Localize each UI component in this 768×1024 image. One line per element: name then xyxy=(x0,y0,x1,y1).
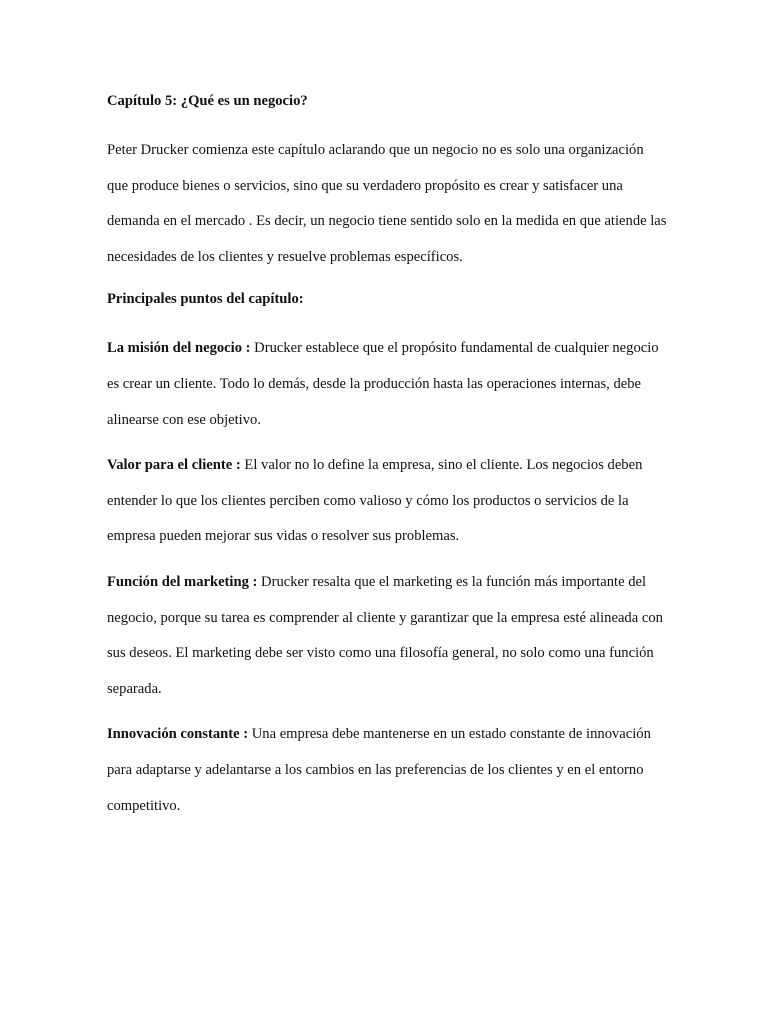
point-paragraph-valor xyxy=(107,448,667,555)
point-text: Drucker establece que el propósito fundamental de cualquier negocio es crear un cliente. Todo lo demás, desde la producción hasta las operaciones internas, debe alinearse con ese objetivo. xyxy=(107,340,659,428)
point-paragraph-mision xyxy=(107,331,667,438)
points-heading: Principales puntos del capítulo: xyxy=(107,291,304,308)
point-paragraph-innovacion xyxy=(107,717,667,824)
point-text: El valor no lo define la empresa, sino el cliente. Los negocios deben entender lo que los clientes perciben como valioso y cómo los productos o servicios de la empresa pueden mejorar sus vidas o resolver sus problemas. xyxy=(107,457,643,545)
chapter-title: Capítulo 5: ¿Qué es un negocio? xyxy=(107,93,308,109)
point-paragraph-marketing xyxy=(107,565,667,707)
document-body xyxy=(107,87,667,834)
point-term: Valor para el cliente : xyxy=(107,457,241,474)
point-text: Drucker resalta que el marketing es la función más importante del negocio, porque su tarea es comprender al cliente y garantizar que la empresa esté alineada con sus deseos. El marketing debe ser visto como una filosofía general, no solo como una función separada. xyxy=(107,573,663,697)
point-text: Una empresa debe mantenerse en un estado constante de innovación para adaptarse y adelantarse a los cambios en las preferencias de los clientes y en el entorno competitivo. xyxy=(107,726,651,814)
point-term: Función del marketing : xyxy=(107,573,258,590)
point-term: Innovación constante : xyxy=(107,726,249,743)
intro-paragraph: Peter Drucker comienza este capítulo aclarando que un negocio no es solo una organización que produce bienes o servicios, sino que su verdadero propósito es crear y satisfacer una demanda en el mercado . Es decir, un negocio tiene sentido solo en la medida en que atiende las necesidades de los clientes y resuelve problemas específicos. xyxy=(107,142,667,265)
point-term: La misión del negocio : xyxy=(107,340,251,357)
